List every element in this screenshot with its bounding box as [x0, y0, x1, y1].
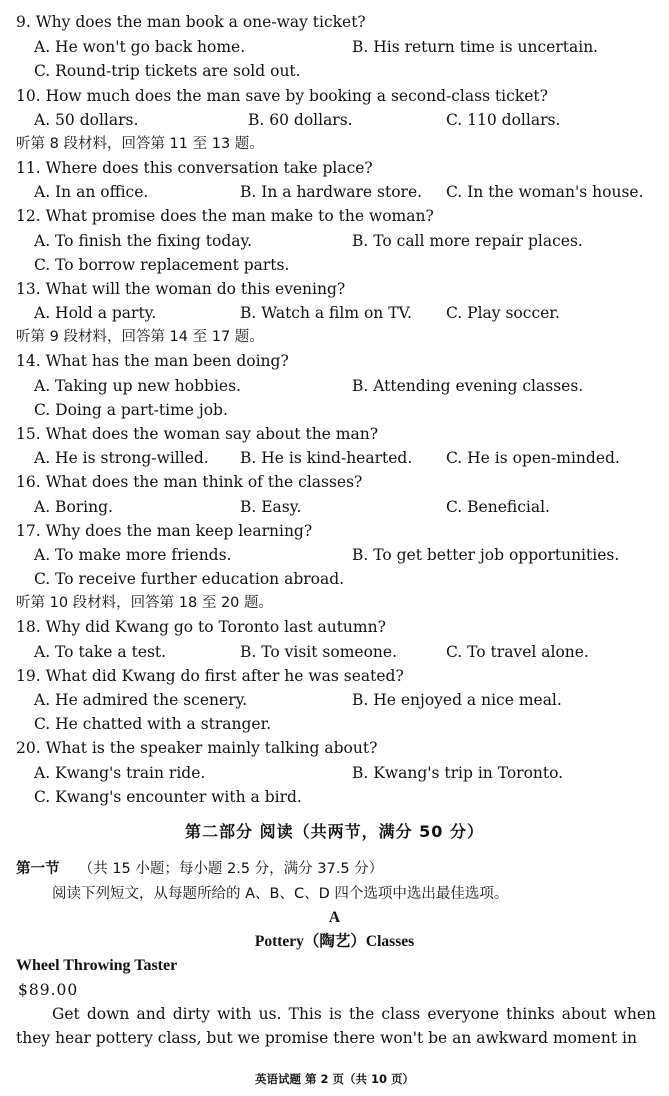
reading-instruction: 阅读下列短文，从每题所给的 A、B、C、D 四个选项中选出最佳选项。 — [52, 886, 509, 902]
option-row — [34, 376, 664, 396]
option-row — [34, 37, 664, 57]
option-c: C. Round-trip tickets are sold out. — [34, 62, 301, 80]
option-a: A. He admired the scenery. — [34, 691, 248, 709]
option-c: C. He chatted with a stranger. — [34, 715, 272, 733]
section-heading — [16, 859, 383, 879]
option-row — [34, 763, 664, 783]
option-row — [34, 690, 664, 710]
option-c: C. 110 dollars. — [446, 111, 561, 129]
option-b: B. To call more repair places. — [352, 232, 583, 250]
passage-title: Pottery（陶艺）Classes — [254, 933, 415, 950]
option-b: B. Kwang's trip in Toronto. — [352, 764, 564, 782]
option-row — [34, 255, 664, 275]
question-stem: 11. Where does this conversation take place? — [16, 159, 373, 177]
option-c: C. Play soccer. — [446, 304, 560, 322]
option-a: A. He won't go back home. — [34, 38, 246, 56]
option-c: C. To borrow replacement parts. — [34, 256, 290, 274]
option-row — [34, 231, 664, 251]
option-row — [34, 642, 664, 662]
question-stem: 13. What will the woman do this evening? — [16, 280, 346, 298]
option-b: B. Easy. — [240, 498, 302, 516]
listening-instruction: 听第 10 段材料，回答第 18 至 20 题。 — [16, 595, 274, 611]
option-row — [34, 61, 664, 81]
option-b: B. In a hardware store. — [240, 183, 423, 201]
listening-instruction: 听第 8 段材料，回答第 11 至 13 题。 — [16, 136, 264, 152]
option-a: A. Kwang's train ride. — [34, 764, 206, 782]
question-stem: 16. What does the man think of the classes? — [16, 473, 363, 491]
option-row — [34, 448, 664, 468]
question-stem: 14. What has the man been doing? — [16, 352, 289, 370]
option-b: B. To visit someone. — [240, 643, 397, 661]
option-row — [34, 303, 664, 323]
question-stem: 19. What did Kwang do first after he was seated? — [16, 667, 404, 685]
option-row — [34, 714, 664, 734]
question-stem: 20. What is the speaker mainly talking about? — [16, 739, 378, 757]
question-stem: 17. Why does the man keep learning? — [16, 522, 313, 540]
option-b: B. Watch a film on TV. — [240, 304, 412, 322]
option-a: A. 50 dollars. — [34, 111, 139, 129]
passage-letter: A — [328, 909, 341, 926]
option-b: B. He is kind-hearted. — [240, 449, 413, 467]
part-two-title: 第二部分 阅读（共两节，满分 50 分） — [185, 822, 484, 841]
option-c: C. Doing a part-time job. — [34, 401, 228, 419]
section-detail: （共 15 小题；每小题 2.5 分，满分 37.5 分） — [78, 861, 384, 877]
option-c: C. Beneficial. — [446, 498, 550, 516]
option-c: C. In the woman's house. — [446, 183, 644, 201]
question-stem: 18. Why did Kwang go to Toronto last autumn? — [16, 618, 386, 636]
option-row — [34, 400, 664, 420]
page-footer: 英语试题 第 2 页（共 10 页） — [254, 1072, 415, 1086]
listening-instruction: 听第 9 段材料，回答第 14 至 17 题。 — [16, 329, 264, 345]
section-label: 第一节 — [16, 861, 60, 877]
option-b: B. He enjoyed a nice meal. — [352, 691, 562, 709]
option-b: B. Attending evening classes. — [352, 377, 584, 395]
option-a: A. To make more friends. — [34, 546, 232, 564]
option-row — [34, 569, 664, 589]
option-a: A. To take a test. — [34, 643, 167, 661]
question-stem: 12. What promise does the man make to the woman? — [16, 207, 434, 225]
option-c: C. He is open-minded. — [446, 449, 620, 467]
option-row — [34, 182, 664, 202]
option-a: A. He is strong-willed. — [34, 449, 209, 467]
option-a: A. Hold a party. — [34, 304, 157, 322]
question-stem: 9. Why does the man book a one-way ticket? — [16, 13, 366, 31]
option-b: B. His return time is uncertain. — [352, 38, 599, 56]
option-row — [34, 497, 664, 517]
question-stem: 10. How much does the man save by booking a second-class ticket? — [16, 87, 548, 105]
option-a: A. To finish the fixing today. — [34, 232, 253, 250]
paragraph-text: Get down and dirty with us. This is the class everyone thinks about when they hear pottery class, but we promise there won't be an awkward moment in — [16, 1005, 656, 1047]
option-b: B. 60 dollars. — [248, 111, 353, 129]
class-name: Wheel Throwing Taster — [16, 957, 178, 974]
option-row — [34, 545, 664, 565]
option-row — [34, 787, 664, 807]
option-row — [34, 110, 664, 130]
class-price: $89.00 — [18, 981, 79, 999]
option-a: A. Taking up new hobbies. — [34, 377, 241, 395]
passage-paragraph — [16, 1002, 656, 1050]
option-a: A. In an office. — [34, 183, 149, 201]
question-stem: 15. What does the woman say about the man? — [16, 425, 379, 443]
option-b: B. To get better job opportunities. — [352, 546, 620, 564]
option-c: C. To receive further education abroad. — [34, 570, 345, 588]
option-c: C. To travel alone. — [446, 643, 589, 661]
option-c: C. Kwang's encounter with a bird. — [34, 788, 302, 806]
option-a: A. Boring. — [34, 498, 113, 516]
